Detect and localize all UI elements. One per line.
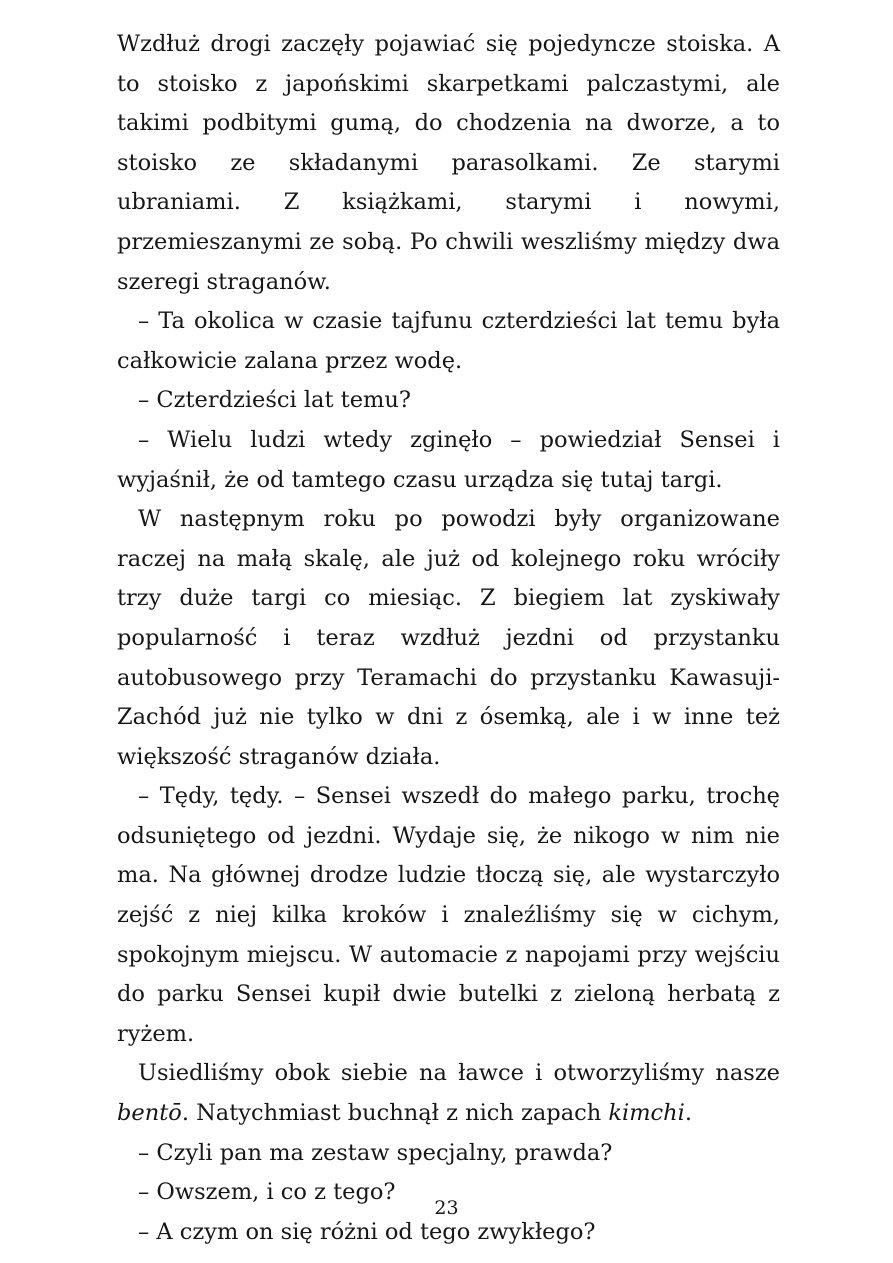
paragraph-7 bbox=[117, 1054, 780, 1133]
page-number: 23 bbox=[434, 1197, 459, 1219]
paragraph-2: – Ta okolica w czasie tajfunu czterdzieści lat temu była całkowicie zalana przez wodę. bbox=[117, 308, 780, 374]
paragraph-4: – Wielu ludzi wtedy zginęło – powiedział Sensei i wyjaśnił, że od tamtego czasu urządza się tutaj targi. bbox=[117, 426, 780, 493]
paragraph-3: – Czterdzieści lat temu? bbox=[138, 387, 411, 414]
italic-term-bento: bentō bbox=[117, 1100, 182, 1127]
paragraph-6: – Tędy, tędy. – Sensei wszedł do małego parku, trochę odsuniętego od jezdni. Wydaje się, że nikogo w nim nie ma. Na głównej drodze ludzie tłoczą się, ale wystarczyło zejść z niej kilka kroków i znaleźliśmy się w cichym, spokojnym miejscu. W automacie z napojami przy wejściu do parku Sensei kupił dwie butelki z zieloną herbatą z ryżem. bbox=[117, 783, 780, 1047]
paragraph-10: – A czym on się różni od tego zwykłego? bbox=[138, 1218, 596, 1245]
paragraph-9: – Owszem, i co z tego? bbox=[138, 1179, 396, 1206]
body-text bbox=[117, 25, 780, 1252]
italic-term-kimchi: kimchi bbox=[608, 1100, 685, 1127]
paragraph-7-part-1: Usiedliśmy obok siebie na ławce i otworzyliśmy nasze bbox=[138, 1060, 780, 1087]
paragraph-1: Wzdłuż drogi zaczęły pojawiać się pojedyncze stoiska. A to stoisko z japońskimi skarpetkami palczastymi, ale takimi podbitymi gumą, do chodzenia na dworze, a to stoisko ze składanymi parasolkami. Ze starymi ubraniami. Z książkami, starymi i nowymi, przemieszanymi ze sobą. Po chwili weszliśmy między dwa szeregi straganów. bbox=[117, 31, 780, 295]
paragraph-8: – Czyli pan ma zestaw specjalny, prawda? bbox=[138, 1139, 613, 1166]
paragraph-7-part-2: . Natychmiast buchnął z nich zapach bbox=[181, 1100, 609, 1127]
paragraph-5: W następnym roku po powodzi były organizowane raczej na małą skalę, ale już od kolejnego roku wróciły trzy duże targi co miesiąc. Z biegiem lat zyskiwały popularność i teraz wzdłuż jezdni od przystanku autobusowego przy Teramachi do przystanku Kawasuji-Zachód już nie tylko w dni z ósemką, ale i w inne też większość straganów działa. bbox=[117, 506, 780, 770]
paragraph-7-part-3: . bbox=[684, 1100, 692, 1127]
